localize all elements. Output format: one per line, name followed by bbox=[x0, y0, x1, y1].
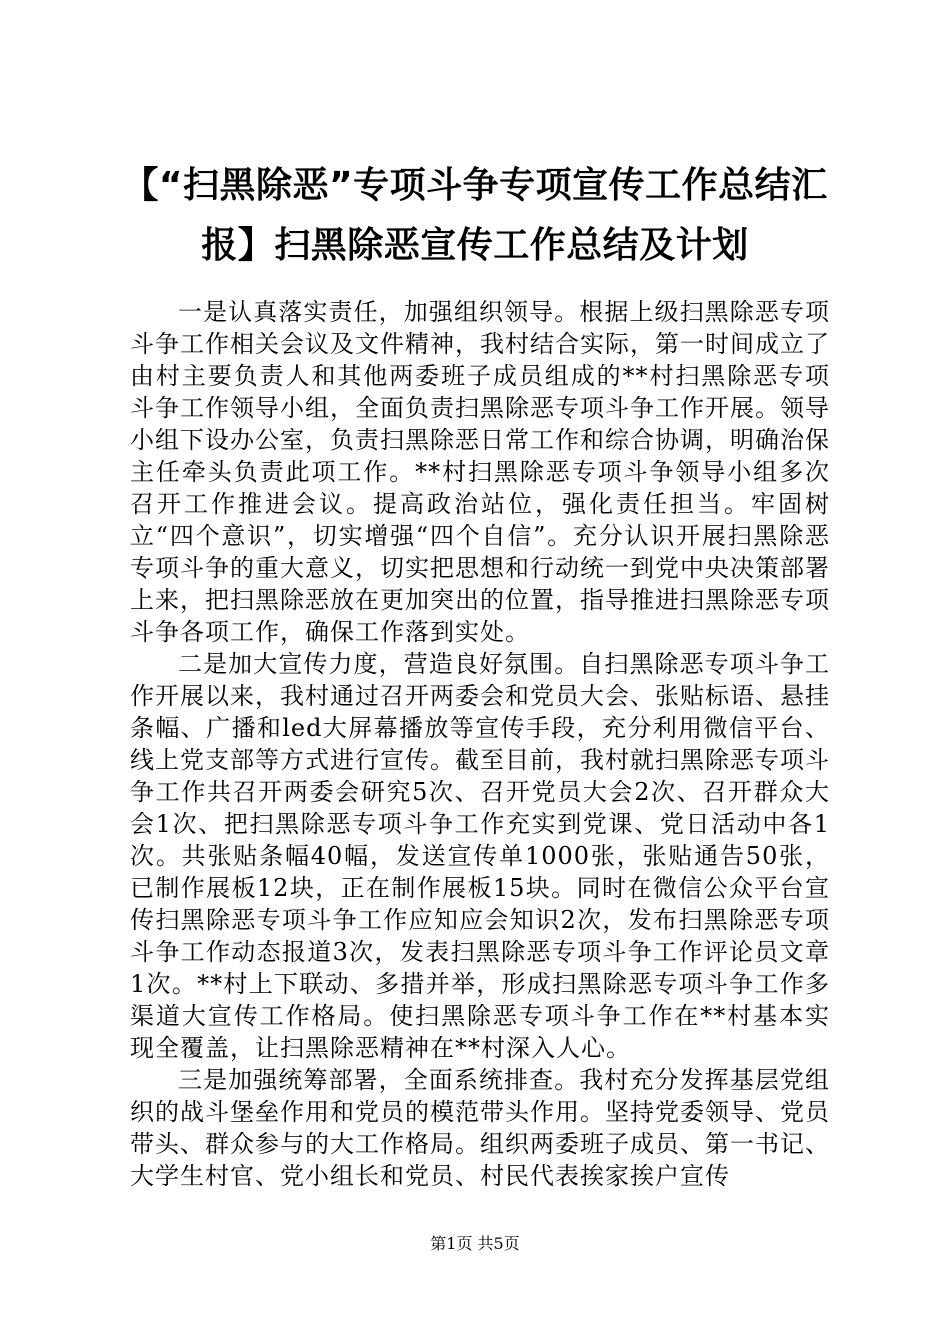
title-line-2: 报】扫黑除恶宣传工作总结及计划 bbox=[201, 225, 749, 266]
paragraph-3: 三是加强统筹部署，全面系统排查。我村充分发挥基层党组织的战斗堡垒作用和党员的模范带头作用。坚持党委领导、党员带头、群众参与的大工作格局。组织两委班子成员、第一书记、大学生村官、党小组长和党员、村民代表挨家挨户宣传 bbox=[130, 1066, 830, 1190]
title-line-1: 【“扫黑除恶”专项斗争专项宣传工作总结汇 bbox=[122, 165, 828, 206]
paragraph-2: 二是加大宣传力度，营造良好氛围。自扫黑除恶专项斗争工作开展以来，我村通过召开两委会和党员大会、张贴标语、悬挂条幅、广播和led大屏幕播放等宣传手段，充分利用微信平台、线上党支部等方式进行宣传。截至目前，我村就扫黑除恶专项斗争工作共召开两委会研究5次、召开党员大会2次、召开群众大会1次、把扫黑除恶专项斗争工作充实到党课、党日活动中各1次。共张贴条幅40幅，发送宣传单1000张，张贴通告50张，已制作展板12块，正在制作展板15块。同时在微信公众平台宣传扫黑除恶专项斗争工作应知应会知识2次，发布扫黑除恶专项斗争工作动态报道3次，发表扫黑除恶专项斗争工作评论员文章1次。**村上下联动、多措并举，形成扫黑除恶专项斗争工作多渠道大宣传工作格局。使扫黑除恶专项斗争工作在**村基本实现全覆盖，让扫黑除恶精神在**村深入人心。 bbox=[130, 650, 830, 1062]
document-title bbox=[100, 156, 850, 276]
document-body bbox=[130, 296, 830, 1192]
page-number-footer: 第1页 共5页 bbox=[430, 1234, 520, 1253]
paragraph-1: 一是认真落实责任，加强组织领导。根据上级扫黑除恶专项斗争工作相关会议及文件精神，我村结合实际，第一时间成立了由村主要负责人和其他两委班子成员组成的**村扫黑除恶专项斗争工作领导小组，全面负责扫黑除恶专项斗争工作开展。领导小组下设办公室，负责扫黑除恶日常工作和综合协调，明确治保主任牵头负责此项工作。**村扫黑除恶专项斗争领导小组多次召开工作推进会议。提高政治站位，强化责任担当。牢固树立“四个意识”，切实增强“四个自信”。充分认识开展扫黑除恶专项斗争的重大意义，切实把思想和行动统一到党中央决策部署上来，把扫黑除恶放在更加突出的位置，指导推进扫黑除恶专项斗争各项工作，确保工作落到实处。 bbox=[130, 298, 830, 646]
